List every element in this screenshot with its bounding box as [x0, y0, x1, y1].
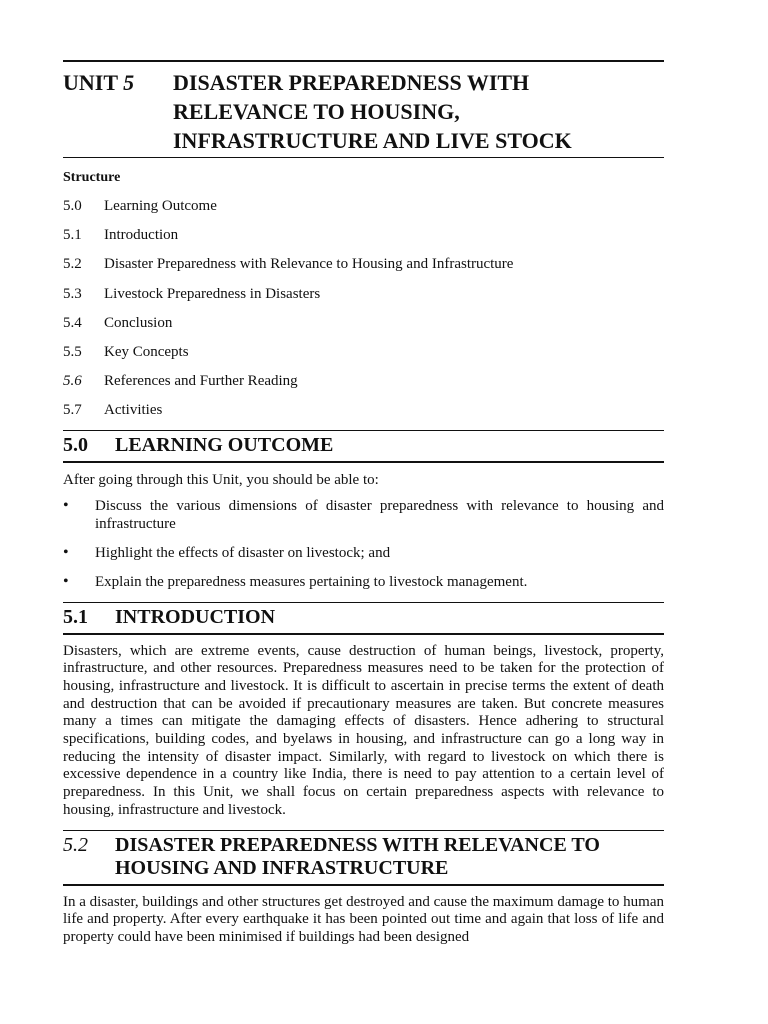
toc-item: 5.2 Disaster Preparedness with Relevance to Housing and Infrastructure: [63, 256, 514, 273]
list-item: • Highlight the effects of disaster on livestock; and: [63, 543, 391, 561]
toc-item: 5.6 References and Further Reading: [63, 373, 298, 390]
unit-header-bottom-rule: [63, 157, 664, 158]
unit-label: UNIT 5: [63, 70, 135, 95]
toc-item: 5.1 Introduction: [63, 227, 179, 244]
list-item: • Discuss the various dimensions of disaster preparedness with relevance to housing and infrastructure: [63, 496, 664, 532]
learning-outcome-intro: After going through this Unit, you should be able to:: [63, 471, 379, 488]
unit-header: [63, 62, 664, 155]
document-page: [63, 60, 664, 947]
toc-item: 5.5 Key Concepts: [63, 344, 189, 361]
learning-outcome-list: [63, 497, 664, 591]
unit-title-line: RELEVANCE TO HOUSING,: [173, 99, 460, 124]
toc-item: 5.7 Activities: [63, 402, 163, 419]
introduction-paragraph: Disasters, which are extreme events, cause destruction of human beings, livestock, property, infrastructure, and other resources. Preparedness measures need to be taken for the protection of housing, infrastructure and livestock. It is difficult to ascertain in precise terms the extent of death and destruction that can be avoided if precautionary measures are taken. But concrete measures many a times can mitigate the damaging effects of disasters. Hence adhering to structural specifications, building codes, and byelaws in housing, and infrastructure can go a long way in reducing the intensity of disaster impact. Similarly, with regard to livestock on which there is excessive dependence in a country like India, there is need to pay attention to a certain level of preparedness. In this Unit, we shall focus on certain preparedness aspects with relevance to housing, infrastructure and livestock.: [63, 642, 664, 818]
unit-title: [173, 68, 572, 155]
toc-item: 5.4 Conclusion: [63, 314, 173, 331]
bullet-icon: •: [63, 572, 69, 590]
unit-number: 5: [123, 70, 135, 95]
unit-title-line: DISASTER PREPAREDNESS WITH: [173, 70, 530, 95]
section-heading-housing-infrastructure: 5.2 DISASTER PREPAREDNESS WITH RELEVANCE TO HOUSING AND INFRASTRUCTURE: [63, 833, 600, 879]
toc-item: 5.0 Learning Outcome: [63, 198, 217, 215]
section-rule: [63, 884, 664, 886]
bullet-icon: •: [63, 543, 69, 561]
bullet-icon: •: [63, 496, 69, 514]
section-rule: [63, 461, 664, 463]
section-title-line: DISASTER PREPAREDNESS WITH RELEVANCE TO: [115, 833, 600, 856]
structure-list: [63, 192, 664, 426]
section-title-line: HOUSING AND INFRASTRUCTURE: [115, 856, 449, 879]
unit-title-line: INFRASTRUCTURE AND LIVE STOCK: [173, 128, 572, 153]
section-heading-introduction: 5.1 INTRODUCTION: [63, 605, 276, 628]
structure-label: Structure: [63, 170, 121, 185]
section-heading-learning-outcome: 5.0 LEARNING OUTCOME: [63, 433, 334, 456]
toc-item: 5.3 Livestock Preparedness in Disasters: [63, 285, 321, 302]
housing-paragraph: In a disaster, buildings and other structures get destroyed and cause the maximum damage to human life and property. After every earthquake it has been pointed out time and again that loss of life and property could have been minimised if buildings had been designed: [63, 893, 664, 945]
list-item: • Explain the preparedness measures pertaining to livestock management.: [63, 572, 528, 590]
section-rule: [63, 633, 664, 635]
